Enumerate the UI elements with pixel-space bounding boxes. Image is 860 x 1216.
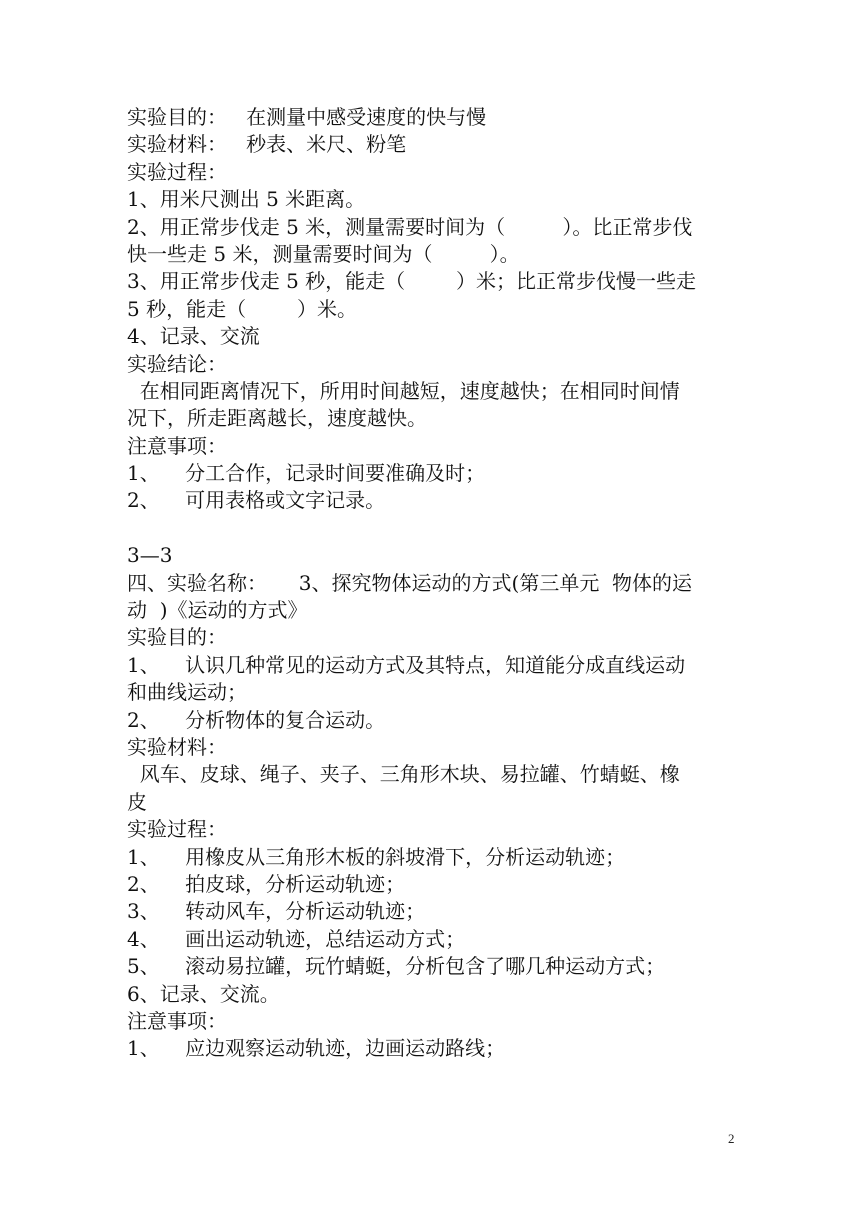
- text-line: 3、用正常步伐走 5 秒，能走（ ）米；比正常步伐慢一些走: [127, 269, 697, 294]
- text-line: 风车、皮球、绳子、夹子、三角形木块、易拉罐、竹蜻蜓、橡: [127, 762, 680, 787]
- text-line: 3—3: [127, 543, 173, 568]
- text-line: 实验目的： 在测量中感受速度的快与慢: [127, 105, 487, 129]
- text-line: 4、 画出运动轨迹，总结运动方式；: [127, 926, 466, 951]
- text-line: 四、实验名称： 3、探究物体运动的方式(第三单元 物体的运: [127, 570, 693, 595]
- text-line: 1、 用橡皮从三角形木板的斜坡滑下，分析运动轨迹；: [127, 844, 626, 869]
- text-line: 2、 拍皮球，分析运动轨迹；: [127, 871, 406, 896]
- text-line: 注意事项：: [127, 433, 227, 458]
- text-line: 1、用米尺测出 5 米距离。: [127, 187, 366, 212]
- text-line: 注意事项：: [127, 1008, 227, 1033]
- text-line: 皮: [127, 789, 147, 814]
- text-line: 动 )《运动的方式》: [127, 598, 308, 623]
- text-line: 实验目的：: [127, 625, 227, 650]
- text-line: 1、 分工合作，记录时间要准确及时；: [127, 461, 486, 486]
- text-line: 2、 分析物体的复合运动。: [127, 707, 386, 732]
- text-line: 5 秒，能走（ ）米。: [127, 296, 357, 321]
- text-line: 2、 可用表格或文字记录。: [127, 488, 386, 513]
- page-number: 2: [728, 1131, 735, 1146]
- text-line: 1、 应边观察运动轨迹，边画运动路线；: [127, 1036, 506, 1061]
- text-line: 实验材料：: [127, 734, 227, 759]
- text-line: 快一些走 5 米，测量需要时间为（ ）。: [127, 241, 520, 266]
- text-line: 5、 滚动易拉罐，玩竹蜻蜓，分析包含了哪几种运动方式；: [127, 954, 666, 979]
- text-line: 实验材料： 秒表、米尺、粉笔: [127, 132, 407, 157]
- text-line: 实验过程：: [127, 159, 227, 184]
- text-line: 况下，所走距离越长，速度越快。: [127, 406, 427, 431]
- blank-line: [127, 515, 734, 542]
- text-line: 实验结论：: [127, 351, 227, 376]
- text-line: 4、记录、交流: [127, 324, 260, 349]
- text-line: 和曲线运动；: [127, 680, 247, 705]
- text-line: 3、 转动风车，分析运动轨迹；: [127, 899, 426, 924]
- text-line: 2、用正常步伐走 5 米，测量需要时间为（ ）。比正常步伐: [127, 214, 693, 239]
- text-line: 6、记录、交流。: [127, 981, 280, 1006]
- text-line: 在相同距离情况下，所用时间越短，速度越快；在相同时间情: [127, 378, 680, 403]
- text-line: 实验过程：: [127, 817, 227, 842]
- text-line: 1、 认识几种常见的运动方式及其特点，知道能分成直线运动: [127, 652, 686, 677]
- document-body: [127, 104, 734, 1063]
